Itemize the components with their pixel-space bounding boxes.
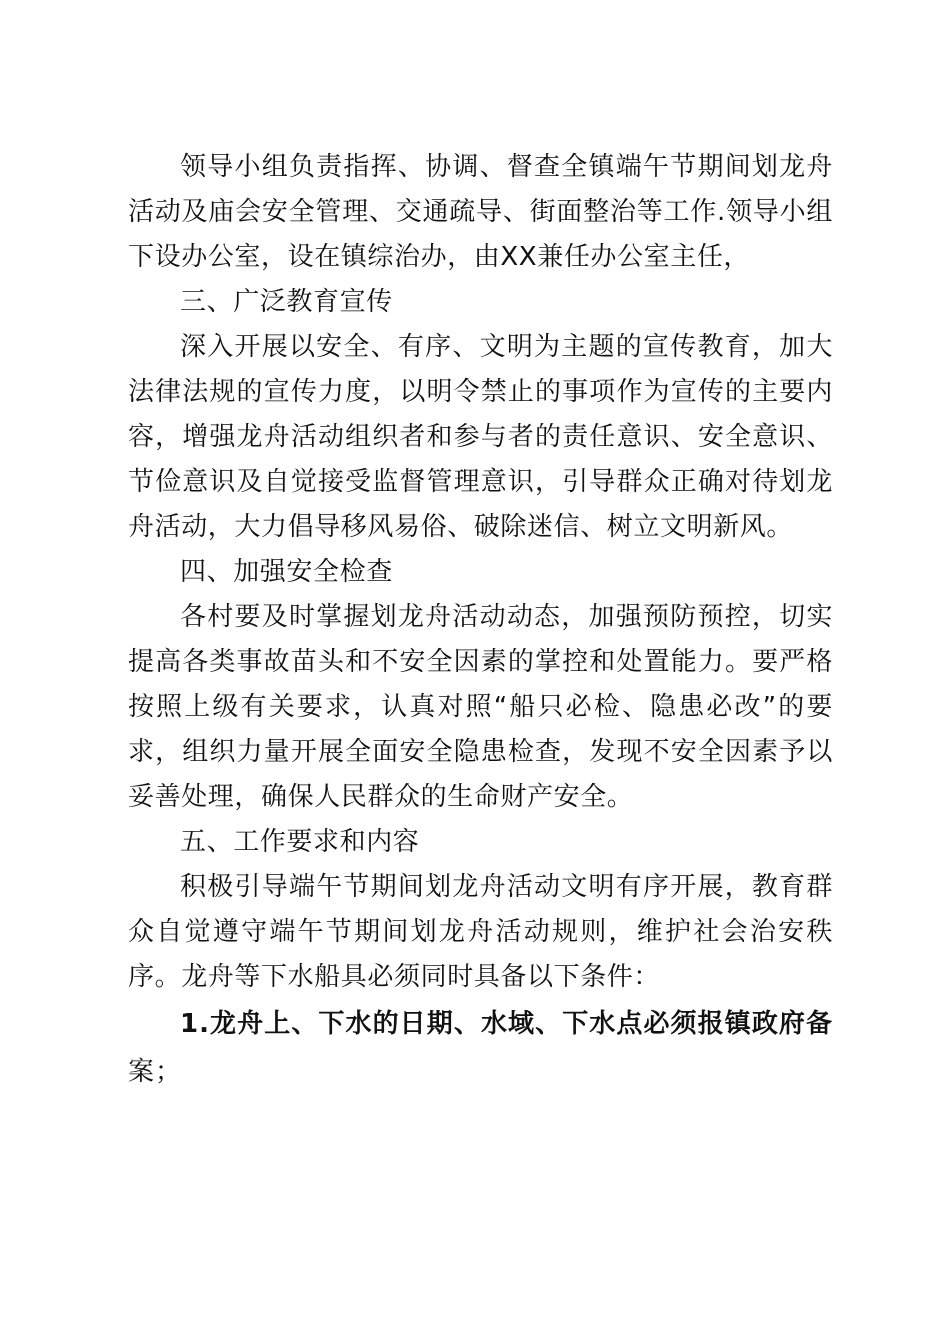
list-item-1: [128, 1000, 833, 1096]
document-body: [128, 145, 833, 1096]
paragraph-education: 深入开展以安全、有序、文明为主题的宣传教育，加大法律法规的宣传力度，以明令禁止的事项作为宣传的主要内容，增强龙舟活动组织者和参与者的责任意识、安全意识、节俭意识及自觉接受监督管理意识，引导群众正确对待划龙舟活动，大力倡导移风易俗、破除迷信、树立文明新风。: [128, 332, 833, 542]
section-heading-4: 四、加强安全检查: [180, 557, 393, 587]
paragraph-leadership-group: 领导小组负责指挥、协调、督查全镇端午节期间划龙舟活动及庙会安全管理、交通疏导、街面整治等工作.领导小组下设办公室，设在镇综治办，由XX兼任办公室主任，: [128, 152, 833, 272]
paragraph-safety-check: 各村要及时掌握划龙舟活动动态，加强预防预控，切实提高各类事故苗头和不安全因素的掌控和处置能力。要严格按照上级有关要求，认真对照“船只必检、隐患必改”的要求，组织力量开展全面安全隐患检查，发现不安全因素予以妥善处理，确保人民群众的生命财产安全。: [128, 602, 833, 812]
list-item-1-tail: 案；: [128, 1057, 183, 1087]
list-item-1-bold: 1.龙舟上、下水的日期、水域、下水点必须报镇政府备: [180, 1009, 833, 1039]
section-heading-5: 五、工作要求和内容: [180, 827, 420, 857]
paragraph-requirements: 积极引导端午节期间划龙舟活动文明有序开展，教育群众自觉遵守端午节期间划龙舟活动规则，维护社会治安秩序。龙舟等下水船具必须同时具备以下条件：: [128, 872, 833, 992]
section-heading-3: 三、广泛教育宣传: [180, 287, 393, 317]
